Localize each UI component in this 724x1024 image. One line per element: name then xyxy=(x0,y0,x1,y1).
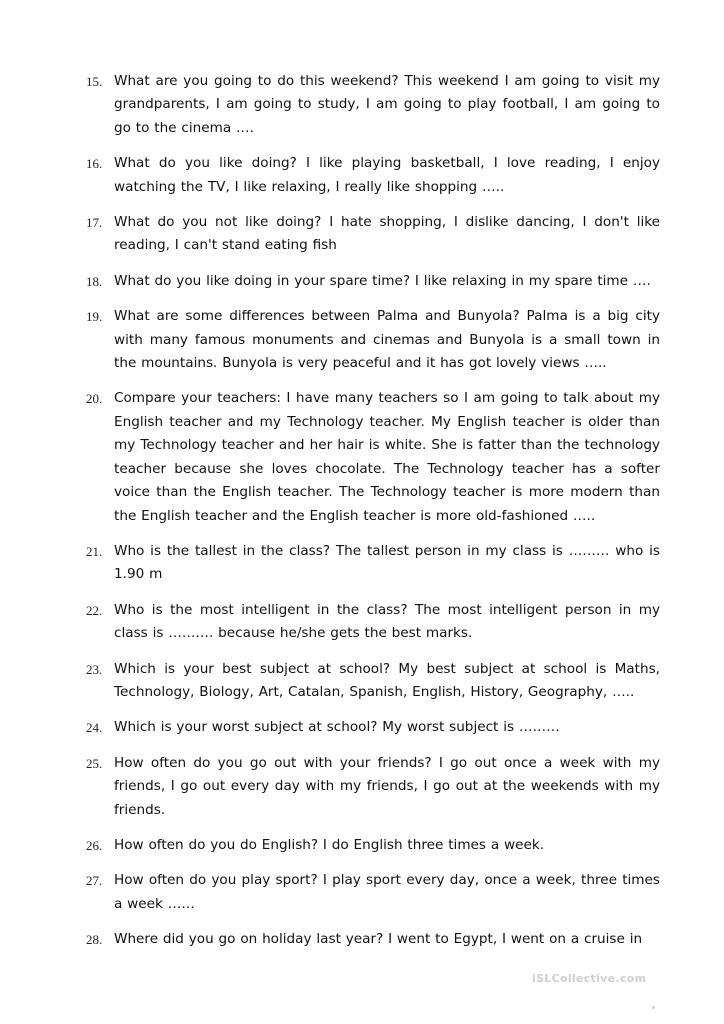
list-item xyxy=(86,270,660,293)
item-number: 22. xyxy=(86,602,103,618)
item-text: How often do you go out with your friends? I go out once a week with my friends, I go out every day with my friends, I go out at the weekends with my friends. xyxy=(114,754,660,818)
list-item xyxy=(86,716,660,739)
item-number: 24. xyxy=(86,720,103,736)
list-item xyxy=(86,752,660,822)
list-item xyxy=(86,540,660,587)
list-item xyxy=(86,152,660,199)
item-number: 23. xyxy=(86,661,103,677)
question-list xyxy=(86,70,660,964)
item-text: How often do you play sport? I play sport every day, once a week, three times a week …… xyxy=(114,872,660,912)
item-number: 19. xyxy=(86,309,103,325)
item-text: What are some differences between Palma and Bunyola? Palma is a big city with many famous monuments and cinemas and Bunyola is a small town in the mountains. Bunyola is very peaceful and it has got lovely views ….. xyxy=(114,308,660,372)
watermark-dot xyxy=(652,1006,655,1009)
item-number: 15. xyxy=(86,74,103,89)
item-text: Which is your worst subject at school? My worst subject is ……… xyxy=(114,719,560,736)
item-text: Compare your teachers: I have many teachers so I am going to talk about my English teacher and my Technology teacher. My English teacher is older than my Technology teacher and her hair is white. She is fatter than the technology teacher because she loves chocolate. The Technology teacher has a softer voice than the English teacher. The Technology teacher is more modern than the English teacher and the English teacher is more old-fashioned ….. xyxy=(114,390,660,524)
list-item xyxy=(86,599,660,646)
list-item xyxy=(86,834,660,857)
list-item xyxy=(86,928,660,951)
item-number: 17. xyxy=(86,215,103,231)
item-text: Where did you go on holiday last year? I went to Egypt, I went on a cruise in xyxy=(114,931,643,948)
item-number: 20. xyxy=(86,391,103,407)
item-text: What do you like doing? I like playing basketball, I love reading, I enjoy watching the TV, I like relaxing, I really like shopping ….. xyxy=(114,155,660,195)
list-item xyxy=(86,70,660,140)
item-text: Who is the most intelligent in the class? The most intelligent person in my class is ………. because he/she gets the best marks. xyxy=(114,601,660,642)
item-text: How often do you do English? I do English three times a week. xyxy=(114,836,545,853)
list-item xyxy=(86,869,660,916)
watermark: iSLCollective.com xyxy=(532,972,647,985)
list-item xyxy=(86,211,660,258)
item-number: 16. xyxy=(86,156,103,172)
item-text: Who is the tallest in the class? The tallest person in my class is ……… who is 1.90 m xyxy=(114,542,660,583)
item-number: 26. xyxy=(86,837,103,853)
item-text: What are you going to do this weekend? This weekend I am going to visit my grandparents, I am going to study, I am going to play football, I am going to go to the cinema …. xyxy=(114,73,660,136)
list-item xyxy=(86,305,660,375)
item-number: 21. xyxy=(86,543,103,559)
item-text: What do you not like doing? I hate shopping, I dislike dancing, I don't like reading, I can't stand eating fish xyxy=(114,214,660,254)
item-text: Which is your best subject at school? My best subject at school is Maths, Technology, Biology, Art, Catalan, Spanish, English, History, Geography, ….. xyxy=(114,660,660,700)
list-item xyxy=(86,658,660,705)
item-number: 28. xyxy=(86,932,103,948)
item-text: What do you like doing in your spare time? I like relaxing in my spare time …. xyxy=(114,272,651,289)
item-number: 27. xyxy=(86,873,103,889)
item-number: 25. xyxy=(86,755,103,771)
list-item xyxy=(86,387,660,527)
item-number: 18. xyxy=(86,273,103,289)
